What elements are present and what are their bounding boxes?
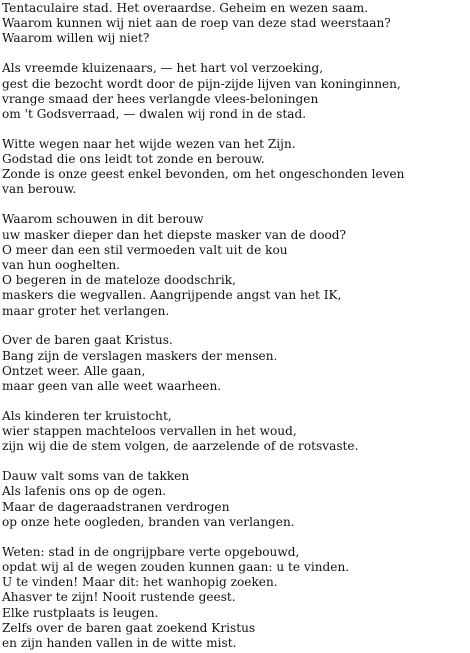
poem-line: Bang zijn de verslagen maskers der mensen. <box>2 348 278 363</box>
poem-line: Waarom willen wij niet? <box>2 31 150 46</box>
poem-text <box>2 1 470 651</box>
poem-line: O meer dan een stil vermoeden valt uit de kou <box>2 242 288 257</box>
poem-line: gest die bezocht wordt door de pijn-zijde lijven van koninginnen, <box>2 76 401 91</box>
poem-line: maar geen van alle weet waarheen. <box>2 379 222 394</box>
poem-line: vrange smaad der hees verlangde vlees-beloningen <box>2 91 319 106</box>
stanza <box>2 61 470 122</box>
poem-line: Elke rustplaats is leugen. <box>2 605 159 620</box>
stanza <box>2 545 470 651</box>
poem-line: Waarom schouwen in dit berouw <box>2 212 204 227</box>
poem-line: uw masker dieper dan het diepste masker van de dood? <box>2 227 347 242</box>
poem-line: Waarom kunnen wij niet aan de roep van deze stad weerstaan? <box>2 16 391 31</box>
poem-line: Maar de dageraadstranen verdrogen <box>2 499 230 514</box>
poem-line: Dauw valt soms van de takken <box>2 469 190 484</box>
stanza <box>2 137 470 198</box>
poem-line: opdat wij al de wegen zouden kunnen gaan: u te vinden. <box>2 559 350 574</box>
poem-line: Weten: stad in de ongrijpbare verte opgebouwd, <box>2 544 300 559</box>
stanza <box>2 1 470 47</box>
stanza <box>2 469 470 530</box>
poem-line: U te vinden! Maar dit: het wanhopig zoeken. <box>2 575 278 590</box>
poem-line: om 't Godsverraad, — dwalen wij rond in de stad. <box>2 106 307 121</box>
poem-line: Als lafenis ons op de ogen. <box>2 484 167 499</box>
poem-line: Zelfs over de baren gaat zoekend Kristus <box>2 620 256 635</box>
stanza <box>2 409 470 455</box>
poem-line: op onze hete oogleden, branden van verlangen. <box>2 514 295 529</box>
poem-line: wier stappen machteloos vervallen in het woud, <box>2 424 297 439</box>
poem-line: maskers die wegvallen. Aangrijpende angst van het IK, <box>2 288 342 303</box>
poem-line: Ontzet weer. Alle gaan, <box>2 363 146 378</box>
poem-line: van hun ooghelten. <box>2 257 121 272</box>
poem-line: en zijn handen vallen in de witte mist. <box>2 635 237 650</box>
poem-line: van berouw. <box>2 182 77 197</box>
stanza <box>2 333 470 394</box>
poem-line: Als vreemde kluizenaars, — het hart vol verzoeking, <box>2 61 324 76</box>
poem-line: maar groter het verlangen. <box>2 303 170 318</box>
poem-line: Over de baren gaat Kristus. <box>2 333 173 348</box>
poem-line: O begeren in de mateloze doodschrik, <box>2 273 236 288</box>
poem-line: Ahasver te zijn! Nooit rustende geest. <box>2 590 236 605</box>
poem-line: Godstad die ons leidt tot zonde en berouw. <box>2 152 265 166</box>
poem-line: Witte wegen naar het wijde wezen van het Zijn. <box>2 136 296 151</box>
poem-line: Als kinderen ter kruistocht, <box>2 408 172 423</box>
poem-line: zijn wij die de stem volgen, de aarzelende of de rotsvaste. <box>2 439 359 454</box>
stanza <box>2 212 470 318</box>
poem-line: Zonde is onze geest enkel bevonden, om het ongeschonden leven <box>2 167 405 182</box>
poem-line: Tentaculaire stad. Het overaardse. Geheim en wezen saam. <box>2 1 369 15</box>
